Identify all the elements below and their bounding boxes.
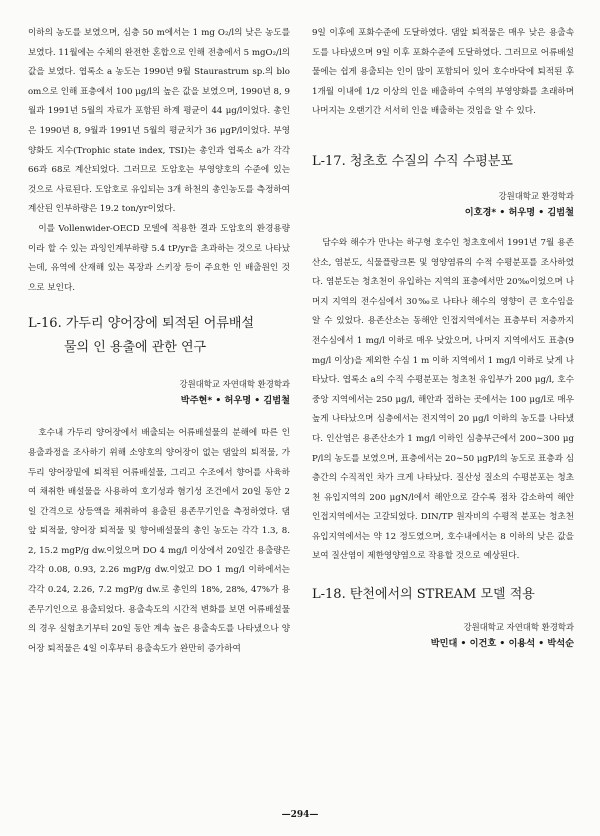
section-title-l16 — [28, 312, 290, 360]
section-title-line: L-16. 가두리 양어장에 퇴적된 어류배설 — [28, 316, 255, 332]
section-title-line: 물의 인 용출에 관한 연구 — [64, 340, 207, 356]
intro-paragraph: 이하의 농도를 보였으며, 심층 50 m에서는 1 mg O₂/l의 낮은 농도를 보였다. 11월에는 수체의 완전한 혼합으로 인해 전층에서 5 mgO₂/l의 값을 보였다. 엽록소 a 농도는 1990년 9월 Staurastrum sp.의 bloom으로 인해 표층에서 100 μg/l의 높은 값을 보였으며, 1990년 8, 9월과 1991년 5월의 자료가 포함된 하계 평균이 44 μg/l이었다. 총인은 1990년 8, 9월과 1991년 5월의 평균치가 36 μgP/l이었다. 부영양화도 지수(Trophic state index, TSI)는 총인과 엽록소 a가 각각 66과 68로 계산되었다. 그러므로 도암호는 부영양호의 수준에 있는 것으로 사료된다. 도암호로 유입되는 3개 하천의 총인농도를 측정하여 계산된 인부하량은 19.2 ton/yr이었다. — [28, 28, 290, 215]
continuation-paragraph: 9일 이후에 포화수준에 도달하였다. 댐앞 퇴적물은 매우 낮은 용출속도를 나타냈으며 9일 이후 포화수준에 도달하였다. 그러므로 어류배설물에는 쉽게 용출되는 인이 많이 포함되어 있어 호수바닥에 퇴적된 후 1개월 이내에 1/2 이상의 인을 배출하여 수역의 부영양화를 초래하며 나머지는 오랜기간 서서히 인을 배출하는 것임을 알 수 있다. — [312, 28, 574, 117]
authors: 이호경* • 허우명 • 김범철 — [464, 206, 574, 218]
affiliation: 강원대학교 자연대학 환경학과 — [463, 622, 574, 633]
abstract-paragraph: 담수와 해수가 만나는 하구형 호수인 청초호에서 1991년 7월 용존산소, 염분도, 식물플랑크톤 및 영양염류의 수적 수평분포를 조사하였다. 염분도는 청초천이 유입하는 지역의 표층에서만 20‰이었으며 나머지 지역의 전수심에서 30‰로 나타나 해수의 영향이 큰 호수임을 알 수 있었다. 용존산소는 동해안 인접지역에서는 표층부터 저층까지 전수심에서 1 mg/l 이하로 매우 낮았으며, 나머지 지역에서도 표층(9 mg/l 이상)을 제외한 수심 1 m 이하 지역에서 1 mg/l 이하로 낮게 나타났다. 엽록소 a의 수직 수평분포는 청초천 유입부가 200 μg/l, 호수 중앙 지역에서는 250 μg/l, 해안과 접하는 곳에서는 100 μg/l로 매우 높게 나타났으며 심층에서는 전지역이 20 μg/l 이하의 농도를 나타냈다. 인산염은 용존산소가 1 mg/l 이하인 심층부근에서 200∼300 μgP/l의 농도를 보였으며, 표층에서는 20∼50 μgP/l의 농도로 표층과 심층간의 수직적인 차가 크게 나타났다. 질산성 질소의 수평분포는 청초천 유입지역의 200 μgN/l에서 해안으로 갈수록 점차 감소하여 해안 인접지역에서는 고갈되었다. DIN/TP 원자비의 수평적 분포는 청초천 유입지역에서는 약 12 정도였으며, 호수내에서는 8 이하의 낮은 값을 보여 질산염이 제한영양염으로 작용할 것으로 예상된다. — [312, 237, 574, 562]
right-column — [312, 24, 574, 667]
affiliation: 강원대학교 환경학과 — [498, 190, 574, 201]
left-column — [28, 24, 290, 659]
authors: 박주현* • 허우명 • 김범철 — [180, 395, 290, 407]
section-title-l18: L-18. 탄천에서의 STREAM 모델 적용 — [312, 587, 535, 603]
abstract-paragraph: 호수내 가두리 양어장에서 배출되는 어류배설물의 분해에 따른 인 용출과정을 조사하기 위해 소양호의 양어장이 없는 댐앞의 퇴적물, 가두리 양어장밑에 퇴적된 어류배설물, 그리고 수조에서 향어를 사육하여 채취한 배설물을 사용하여 호기성과 혐기성 조건에서 20일 동안 2일 간격으로 상등액을 채취하여 용출된 용존무기인을 측정하였다. 댐앞 퇴적물, 양어장 퇴적물 및 향어배설물의 총인 농도는 각각 1.3, 8.2, 15.2 mgP/g dw.이었으며 DO 4 mg/l 이상에서 20일간 용출량은 각각 0.08, 0.93, 2.26 mgP/g dw.이었고 DO 1 mg/l 이하에서는 각각 0.24, 2.26, 7.2 mgP/g dw.로 총인의 18%, 28%, 47%가 용존무기인으로 용출되었다. 용출속도의 시간적 변화를 보면 어류배설물의 경우 실험초기부터 20일 동안 계속 높은 용출속도를 나타냈으나 양어장 퇴적물은 4일 이후부터 용출속도가 완만히 증가하여 — [28, 428, 290, 654]
page-number: —294— — [281, 810, 319, 820]
intro-paragraph: 이를 Vollenwider-OECD 모델에 적용한 결과 도암호의 환경용량이라 할 수 있는 과잉인계부하량 5.4 tP/yr을 초과하는 것으로 나타났는데, 유역에 산재해 있는 목장과 스키장 등이 주요한 인 배출원인 것으로 보인다. — [28, 223, 290, 293]
section-title-l17: L-17. 청초호 수질의 수직 수평분포 — [312, 153, 513, 169]
authors: 박민대 • 이건호 • 이용석 • 박석순 — [430, 638, 574, 650]
affiliation: 강원대학교 자연대학 환경학과 — [179, 379, 290, 390]
